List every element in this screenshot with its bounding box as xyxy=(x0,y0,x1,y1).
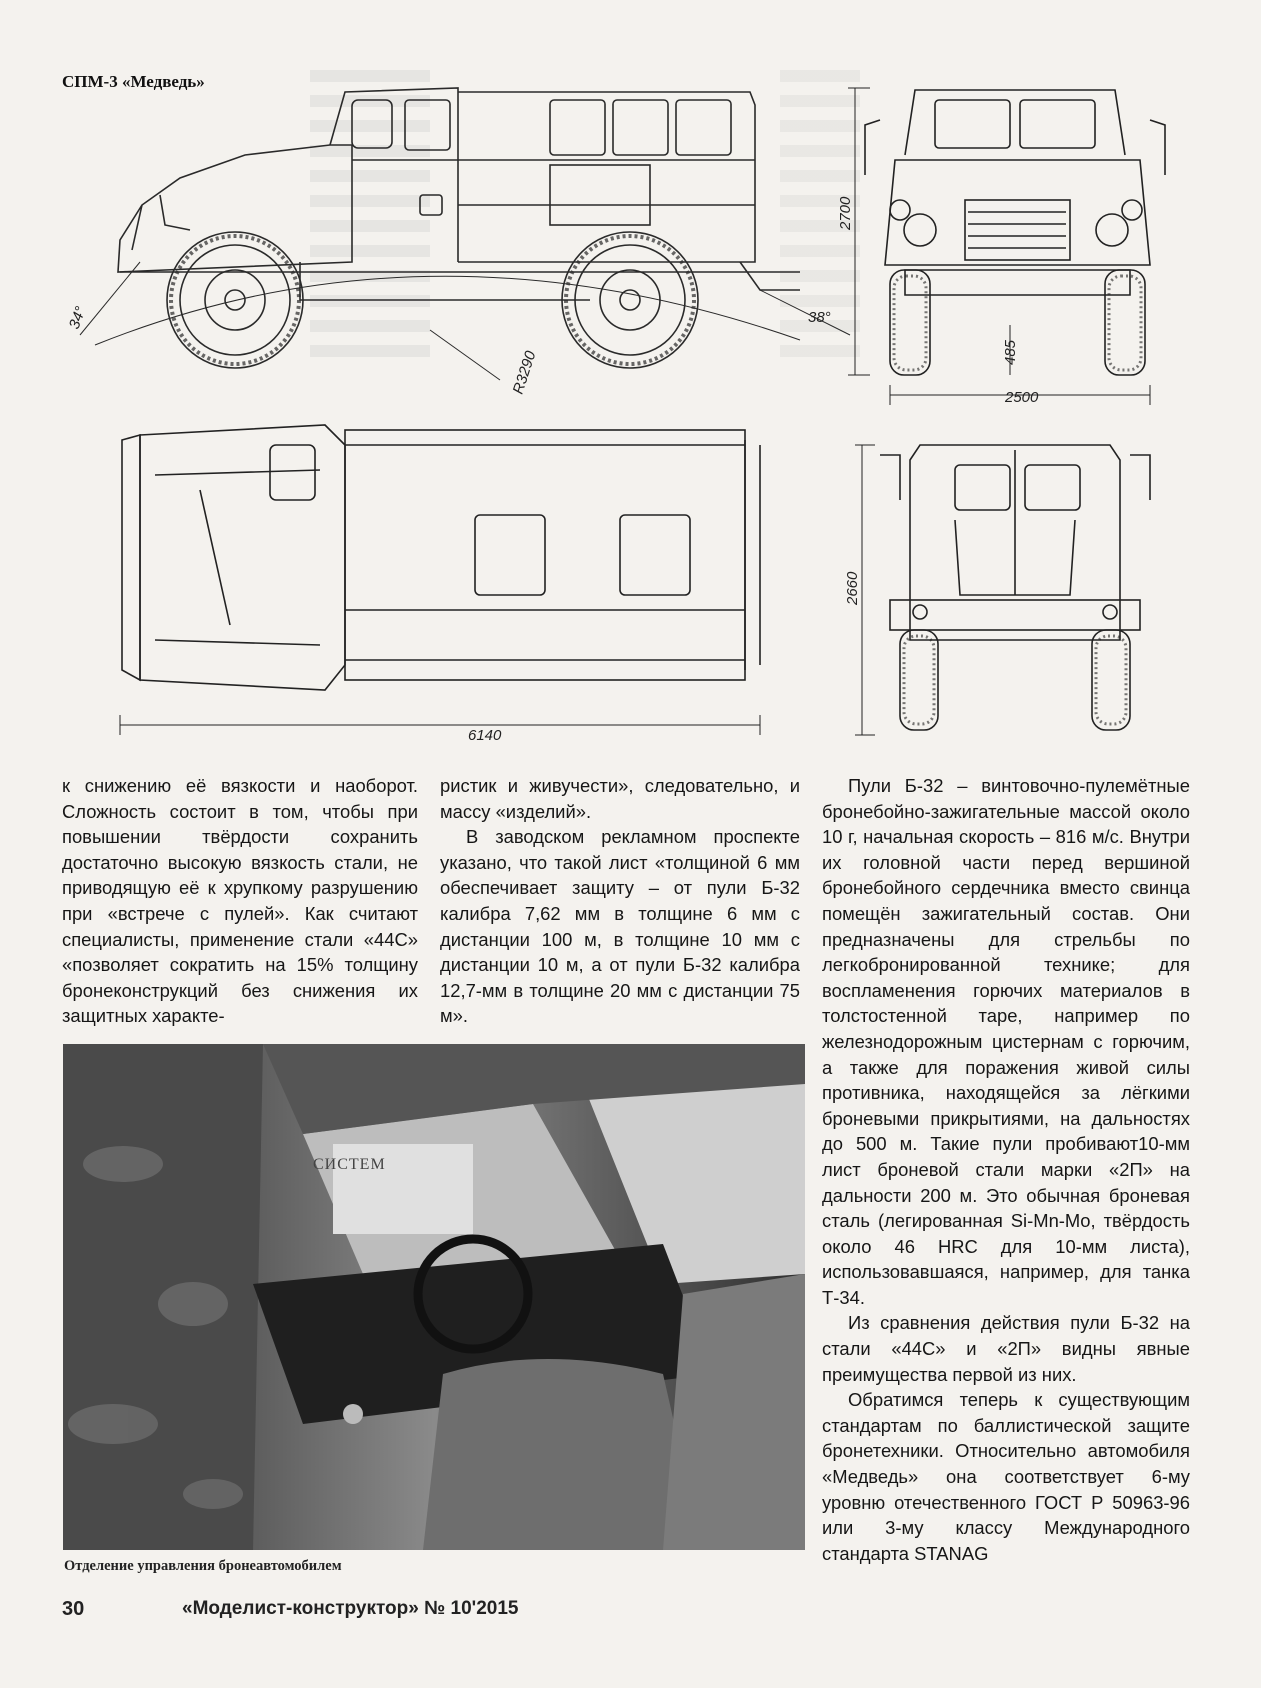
photo-caption: Отделение управления бронеавтомобилем xyxy=(64,1558,342,1574)
section-title: СПМ-3 «Медведь» xyxy=(62,72,205,91)
paragraph: Обратимся теперь к существующим стандартам по баллистической защите бронетехники. Относительно автомобиля «Медведь» она соответствует 6-му уровню отечественного ГОСТ Р 50963-96 или 3-му классу Международного стандарта STANAG xyxy=(822,1389,1190,1564)
side-view xyxy=(80,88,850,380)
cab-interior-photo xyxy=(63,1044,805,1550)
photo-sign: СИСТЕМ xyxy=(313,1156,386,1173)
vehicle-technical-drawing xyxy=(0,0,1261,760)
paragraph: Из сравнения действия пули Б-32 на стали «44С» и «2П» видны явные преимущества первой из них. xyxy=(822,1312,1190,1385)
dim-radius: R3290 xyxy=(509,348,540,397)
rear-view xyxy=(855,445,1150,735)
paragraph: к снижению её вязкости и наоборот. Сложность состоит в том, чтобы при повышении твёрдости сохранить достаточно высокую вязкость стали, не приводящую её к хрупкому разрушению при «встрече с пулей». Как считают специалисты, применение стали «44С» «позволяет сократить на 15% толщину бронеконструкций без снижения их защитных характе- xyxy=(62,775,418,1027)
dim-angle-rear: 38° xyxy=(808,309,831,326)
article-column-2 xyxy=(440,773,800,1029)
page-number: 30 xyxy=(62,1598,85,1620)
dim-height: 2700 xyxy=(837,196,854,230)
magazine-title: «Моделист-конструктор» № 10'2015 xyxy=(182,1598,519,1619)
article-column-3 xyxy=(822,773,1190,1566)
top-view xyxy=(120,425,760,735)
dim-width: 2500 xyxy=(1005,389,1039,406)
paragraph: В заводском рекламном проспекте указано, что такой лист «толщиной 6 мм обеспечивает защиту – от пули Б-32 калибра 7,62 мм в толщине 6 мм с дистанции 100 м, в толщине 10 мм с дистанции 10 м, а от пули Б-32 калибра 12,7-мм в толщине 20 мм с дистанции 75 м». xyxy=(440,826,800,1027)
dim-clearance: 485 xyxy=(1002,339,1019,365)
dim-length: 6140 xyxy=(468,727,502,744)
paragraph: Пули Б-32 – винтовочно-пулемётные бронебойно-зажигательные массой около 10 г, начальная скорость – 816 м/с. Внутри их головной части перед вершиной бронебойного сердечника вместо свинца помещён зажигательный состав. Они предназначены для стрельбы по легкобронированной технике; для воспламенения горючих материалов в толстостенной таре, например по железнодорожным цистернам с горючим, а также для поражения живой силы противника, находящейся за лёгкими броневыми прикрытиями, на дальностях до 500 м. Такие пули пробивают10-мм лист броневой стали марки «2П» на дальности 200 м. Это обычная броневая сталь (легированная Si-Mn-Mo, твёрдость около 46 HRC для 10-мм листа), использовавшаяся, например, для танка Т-34. xyxy=(822,775,1190,1308)
paragraph: ристик и живучести», следовательно, и массу «изделий». xyxy=(440,775,800,822)
dim-angle-front: 34° xyxy=(65,304,90,332)
dim-rear-height: 2660 xyxy=(844,571,861,605)
article-column-1 xyxy=(62,773,418,1029)
